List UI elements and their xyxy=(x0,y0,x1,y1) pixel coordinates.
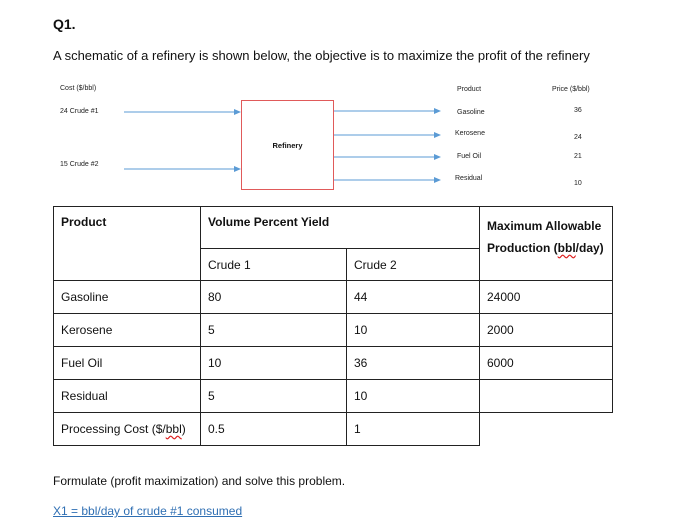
processing-crude1: 0.5 xyxy=(201,413,347,446)
refinery-box xyxy=(241,100,334,190)
intro-text: A schematic of a refinery is shown below, the objective is to maximize the profit of the refinery xyxy=(53,48,590,63)
table-row xyxy=(54,281,613,314)
price-header: Price ($/bbl) xyxy=(552,86,590,93)
header-max-unit: bbl xyxy=(557,241,576,255)
row-max: 6000 xyxy=(480,347,613,380)
header-yield: Volume Percent Yield xyxy=(201,207,347,249)
header-max-line2-pre: Production ( xyxy=(487,241,558,255)
processing-blank xyxy=(480,413,613,446)
product-residual: Residual xyxy=(455,175,483,182)
processing-unit: bbl xyxy=(165,422,182,436)
row-crude1: 10 xyxy=(201,347,347,380)
row-crude2: 10 xyxy=(347,380,480,413)
row-product: Fuel Oil xyxy=(54,347,201,380)
crude1-label: 24 Crude #1 xyxy=(60,108,99,115)
product-header: Product xyxy=(457,86,482,93)
price-gasoline: 36 xyxy=(574,107,582,114)
product-fueloil: Fuel Oil xyxy=(457,153,482,160)
price-residual: 10 xyxy=(574,180,582,187)
x1-definition: X1 = bbl/day of crude #1 consumed xyxy=(53,504,243,518)
row-crude1: 5 xyxy=(201,314,347,347)
product-gasoline: Gasoline xyxy=(457,109,485,116)
row-crude2: 44 xyxy=(347,281,480,314)
header-blank xyxy=(347,207,480,249)
row-max: 2000 xyxy=(480,314,613,347)
subheader-blank xyxy=(54,249,201,281)
question-number: Q1. xyxy=(53,16,76,32)
header-max-line2-post: /day) xyxy=(575,241,604,255)
price-kerosene: 24 xyxy=(574,134,582,141)
row-product: Residual xyxy=(54,380,201,413)
subheader-crude1: Crude 1 xyxy=(201,249,347,281)
row-crude1: 80 xyxy=(201,281,347,314)
processing-cost-label xyxy=(54,413,201,446)
crude2-label: 15 Crude #2 xyxy=(60,161,99,168)
header-max-line1: Maximum Allowable xyxy=(487,219,602,233)
product-kerosene: Kerosene xyxy=(455,130,485,137)
row-max xyxy=(480,380,613,413)
header-product: Product xyxy=(54,207,201,249)
row-crude2: 36 xyxy=(347,347,480,380)
table-row xyxy=(54,314,613,347)
price-fueloil: 21 xyxy=(574,153,582,160)
header-max xyxy=(480,207,613,281)
table-row xyxy=(54,347,613,380)
processing-post: ) xyxy=(181,422,186,436)
row-crude1: 5 xyxy=(201,380,347,413)
cost-header: Cost ($/bbl) xyxy=(60,85,97,92)
yield-table xyxy=(53,206,613,446)
processing-crude2: 1 xyxy=(347,413,480,446)
subheader-crude2: Crude 2 xyxy=(347,249,480,281)
row-max: 24000 xyxy=(480,281,613,314)
refinery-schematic xyxy=(0,0,694,200)
refinery-label: Refinery xyxy=(272,141,303,150)
row-product: Gasoline xyxy=(54,281,201,314)
table-row xyxy=(54,380,613,413)
row-product: Kerosene xyxy=(54,314,201,347)
processing-pre: Processing Cost ($/ xyxy=(61,422,166,436)
row-crude2: 10 xyxy=(347,314,480,347)
instruction-text: Formulate (profit maximization) and solve this problem. xyxy=(53,474,346,488)
table-row xyxy=(54,413,613,446)
